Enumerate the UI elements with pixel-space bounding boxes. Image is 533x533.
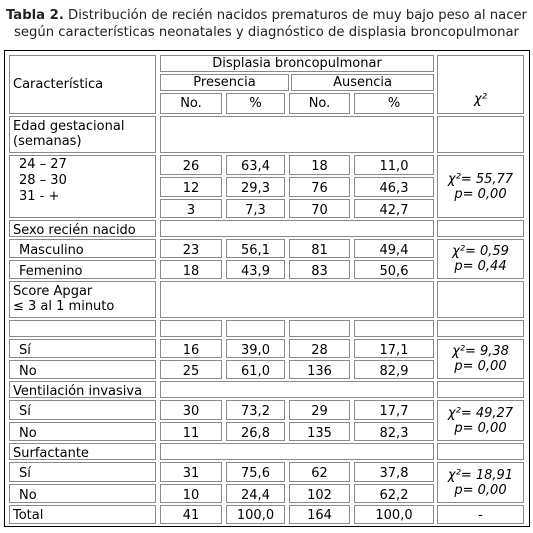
apgar-blank-chi — [437, 320, 524, 337]
apgar-blank-label — [9, 320, 156, 337]
gest-row-1-absence-pct: 11,0 — [379, 159, 409, 174]
surf-row-2-presence-no: 10 — [182, 488, 200, 503]
vent-row-2-absence-pct: 82,3 — [379, 426, 409, 441]
gest-row-2-label: 28 – 30 — [19, 173, 67, 188]
caption-label: Tabla 2. — [6, 8, 64, 23]
total-absence-pct: 100,0 — [375, 508, 413, 523]
caption-line-1 — [0, 7, 533, 24]
vent-row-2-absence-no: 135 — [307, 426, 332, 441]
section-surfactant-title-line-1: Surfactante — [13, 446, 89, 461]
vent-row-1-absence-no: 29 — [311, 404, 328, 419]
total-presence-no: 41 — [182, 508, 200, 523]
section-gestational-title-line-2: (semanas) — [13, 134, 82, 149]
surf-row-1-presence-no: 31 — [182, 466, 200, 481]
data-table — [4, 50, 530, 527]
section-apgar-title-line-2: ≤ 3 al 1 minuto — [13, 299, 115, 314]
header-presence-pct: % — [249, 96, 262, 111]
surf-row-1-absence-no: 62 — [311, 466, 328, 481]
sex-chi: χ²= 0,59 — [452, 244, 509, 259]
vent-row-2-presence-pct: 26,8 — [241, 426, 270, 441]
surf-row-2-label: No — [19, 488, 37, 503]
sex-row-1-presence-no: 23 — [182, 243, 200, 258]
gest-p: p= 0,00 — [454, 186, 507, 202]
sex-row-2-absence-no: 83 — [311, 264, 328, 279]
header-absence-no: No. — [308, 96, 331, 111]
vent-row-1-presence-no: 30 — [182, 404, 200, 419]
gest-row-3-presence-pct: 7,3 — [245, 203, 266, 218]
section-apgar-title-chi-blank — [437, 281, 524, 318]
caption-text-1: Distribución de recién nacidos prematuros de muy bajo peso al nacer — [63, 8, 527, 23]
section-sex-title-data-blank — [160, 220, 434, 237]
gest-chi: χ²= 55,77 — [447, 171, 514, 187]
surf-chi: χ²= 18,91 — [447, 467, 514, 483]
apgar-chi: χ²= 9,38 — [452, 344, 509, 359]
section-ventilation-title-data-blank — [160, 381, 434, 398]
caption-line-2: según características neonatales y diagnóstico de displasia broncopulmonar — [14, 25, 519, 40]
surf-row-2-absence-pct: 62,2 — [379, 488, 409, 503]
gest-row-3-presence-no: 3 — [186, 203, 196, 218]
section-ventilation-title-line-1: Ventilación invasiva — [13, 384, 143, 399]
apgar-row-2-absence-no: 136 — [307, 364, 332, 379]
gest-row-2-absence-pct: 46,3 — [379, 181, 409, 196]
gest-row-1-absence-no: 18 — [311, 159, 328, 174]
section-gestational-title-data-blank — [160, 116, 434, 153]
gest-row-1-label: 24 – 27 — [19, 157, 67, 172]
vent-row-2-presence-no: 11 — [182, 426, 200, 441]
vent-row-1-presence-pct: 73,2 — [241, 404, 270, 419]
total-label: Total — [13, 508, 44, 523]
header-absence: Ausencia — [333, 75, 392, 90]
apgar-blank-0 — [160, 320, 222, 337]
sex-row-1-label: Masculino — [19, 243, 84, 258]
sex-row-2-presence-no: 18 — [182, 264, 200, 279]
apgar-row-1-absence-pct: 17,1 — [379, 343, 409, 358]
section-surfactant-title-chi-blank — [437, 443, 524, 460]
surf-p: p= 0,00 — [454, 482, 507, 498]
vent-row-1-label: Sí — [19, 404, 31, 419]
header-chi: χ² — [474, 92, 487, 107]
header-presence: Presencia — [193, 75, 256, 90]
apgar-blank-2 — [289, 320, 350, 337]
section-gestational-title-chi-blank — [437, 116, 524, 153]
sex-row-1-absence-pct: 49,4 — [379, 243, 409, 258]
section-ventilation-title-chi-blank — [437, 381, 524, 398]
gest-row-3-absence-no: 70 — [311, 203, 328, 218]
sex-row-1-presence-pct: 56,1 — [241, 243, 270, 258]
vent-p: p= 0,00 — [454, 420, 507, 436]
surf-row-2-absence-no: 102 — [307, 488, 332, 503]
section-sex-title-line-1: Sexo recién nacido — [13, 223, 136, 238]
sex-row-1-absence-no: 81 — [311, 243, 328, 258]
header-presence-no: No. — [180, 96, 202, 111]
gest-row-2-presence-pct: 29,3 — [241, 181, 270, 196]
table-caption — [0, 7, 533, 41]
sex-row-2-presence-pct: 43,9 — [241, 264, 270, 279]
apgar-row-1-presence-no: 16 — [182, 343, 200, 358]
apgar-row-1-presence-pct: 39,0 — [241, 343, 270, 358]
sex-row-2-absence-pct: 50,6 — [379, 264, 409, 279]
apgar-row-1-label: Sí — [19, 343, 31, 358]
apgar-row-2-absence-pct: 82,9 — [379, 364, 409, 379]
apgar-row-1-absence-no: 28 — [311, 343, 328, 358]
apgar-row-2-label: No — [19, 364, 37, 379]
apgar-row-2-presence-pct: 61,0 — [241, 364, 270, 379]
apgar-p: p= 0,00 — [454, 359, 507, 374]
surf-row-1-absence-pct: 37,8 — [379, 466, 409, 481]
surf-row-1-label: Sí — [19, 466, 31, 481]
gest-row-1-presence-pct: 63,4 — [241, 159, 270, 174]
gest-row-3-absence-pct: 42,7 — [379, 203, 409, 218]
gest-row-2-presence-no: 12 — [182, 181, 200, 196]
section-gestational-title-line-1: Edad gestacional — [13, 119, 125, 134]
vent-chi: χ²= 49,27 — [447, 405, 514, 421]
apgar-blank-3 — [354, 320, 434, 337]
section-apgar-title-data-blank — [160, 281, 434, 318]
surf-row-1-presence-pct: 75,6 — [241, 466, 270, 481]
total-chi: - — [478, 508, 483, 523]
vent-row-1-absence-pct: 17,7 — [379, 404, 409, 419]
sex-row-2-label: Femenino — [19, 264, 83, 279]
apgar-blank-1 — [226, 320, 285, 337]
gest-row-3-label: 31 - + — [19, 189, 60, 204]
surf-row-2-presence-pct: 24,4 — [241, 488, 270, 503]
gest-row-2-absence-no: 76 — [311, 181, 328, 196]
header-absence-pct: % — [387, 96, 401, 111]
section-sex-title-chi-blank — [437, 220, 524, 237]
section-surfactant-title-data-blank — [160, 443, 434, 460]
header-group: Displasia broncopulmonar — [212, 56, 382, 71]
sex-p: p= 0,44 — [454, 259, 507, 274]
gest-row-1-presence-no: 26 — [182, 159, 200, 174]
header-characteristic: Característica — [13, 77, 104, 92]
apgar-row-2-presence-no: 25 — [182, 364, 200, 379]
section-apgar-title-line-1: Score Apgar — [13, 284, 93, 299]
vent-row-2-label: No — [19, 426, 37, 441]
total-absence-no: 164 — [307, 508, 332, 523]
total-presence-pct: 100,0 — [236, 508, 275, 523]
